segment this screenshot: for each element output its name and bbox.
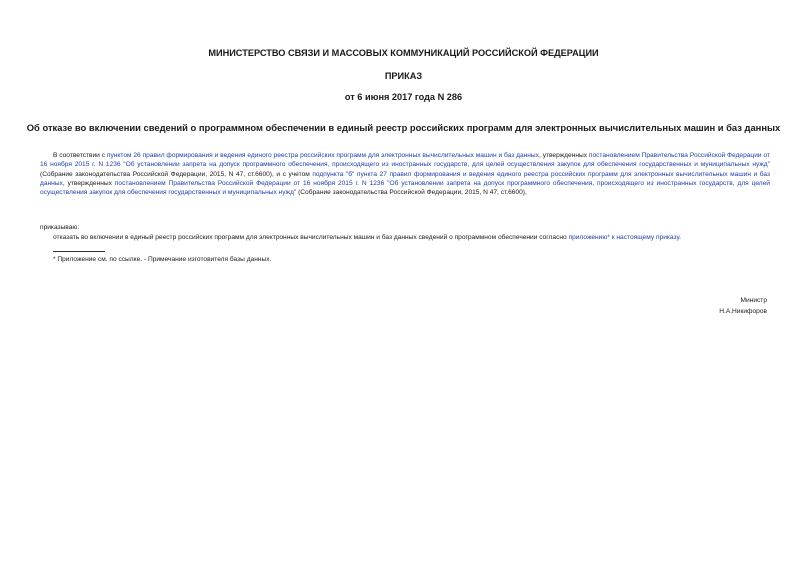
refusal-paragraph xyxy=(53,234,681,241)
link-point-26[interactable]: пунктом 26 правил формирования и ведения единого реестра российских программ для электронных вычислительных машин и баз данных xyxy=(106,152,539,159)
preamble-text-3: (Собрание законодательства Российской Федерации, 2015, N 47, ст.6600), и с учетом xyxy=(40,170,313,178)
signatory-title: Министр xyxy=(740,297,767,304)
order-date: от 6 июня 2017 года N 286 xyxy=(344,92,463,102)
refusal-end: . xyxy=(679,234,681,241)
order-heading: ПРИКАЗ xyxy=(384,71,423,81)
refusal-text: отказать во включении в единый реестр российских программ для электронных вычислительных машин и баз данных сведений о программном обеспечении согласно xyxy=(53,234,569,241)
ordered-label: приказываю: xyxy=(40,224,80,231)
preamble-paragraph xyxy=(40,151,770,198)
link-subpoint-27b[interactable]: подпункта "б" пункта 27 правил формирования и ведения единого реестра российских программ для электронных вычислительных машин и баз данных xyxy=(40,170,770,188)
preamble-text-1: В соответствии с xyxy=(53,152,107,159)
preamble-text-5: (Собрание законодательства Российской Федерации, 2015, N 47, ст.6600), xyxy=(296,189,527,197)
footnote-divider xyxy=(53,251,105,252)
preamble-text-2: , утвержденных xyxy=(538,152,589,159)
preamble-text-4: , утвержденных xyxy=(62,180,115,188)
ministry-heading: МИНИСТЕРСТВО СВЯЗИ И МАССОВЫХ КОММУНИКАЦИЙ РОССИЙСКОЙ ФЕДЕРАЦИИ xyxy=(208,48,599,58)
link-appendix[interactable]: приложению* к настоящему приказу xyxy=(568,234,680,241)
document-title: Об отказе во включении сведений о программном обеспечении в единый реестр российских программ для электронных вычислительных машин и баз данных xyxy=(26,122,781,133)
link-resolution-1236-second[interactable]: постановлением Правительства Российской Федерации от 16 ноября 2015 г. N 1236 "Об установлении запрета на допуск программного обеспечения, происходящего из иностранных государств, для целей осуществления закупок для обеспечения государственных и муниципальных нужд" xyxy=(40,180,770,197)
footnote: * Приложение см. по ссылке. - Примечание изготовителя базы данных. xyxy=(53,256,272,263)
link-resolution-1236[interactable]: постановлением Правительства Российской Федерации от 16 ноября 2015 г. N 1236 "Об установлении запрета на допуск программного обеспечения, происходящего из иностранных государств, для целей осуществления закупок для обеспечения государственных и муниципальных нужд" xyxy=(40,152,770,169)
signatory-name: Н.А.Никифоров xyxy=(719,308,767,315)
